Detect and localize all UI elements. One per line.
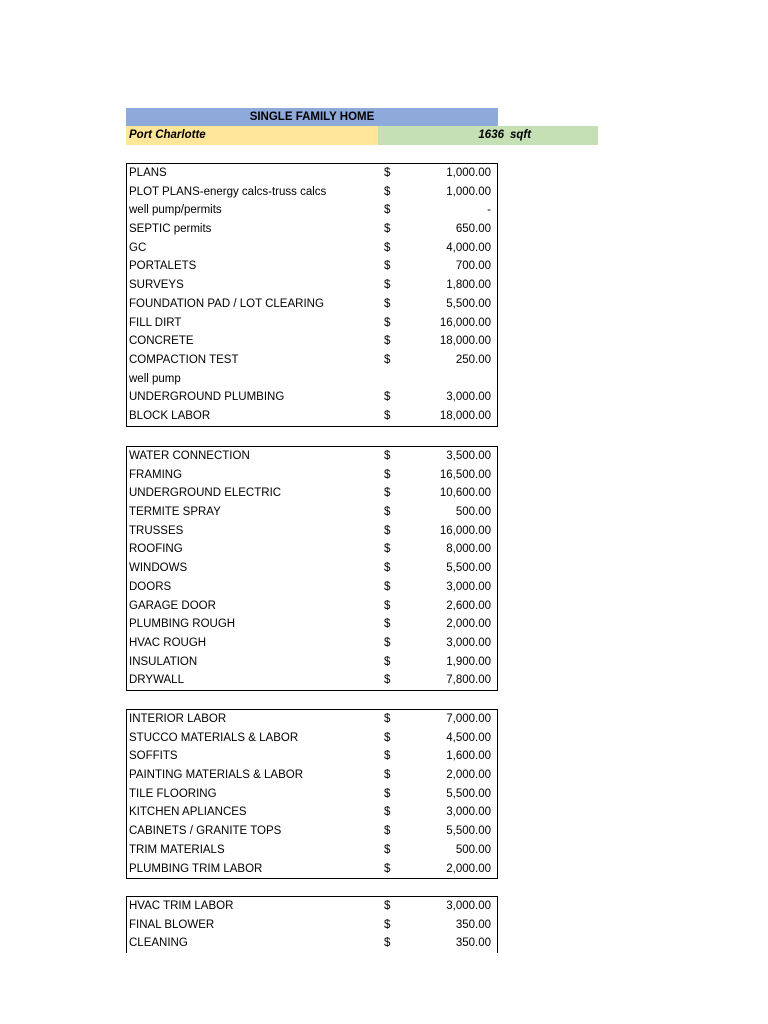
cost-item-label: TRIM MATERIALS xyxy=(129,843,225,856)
cost-item-label: CABINETS / GRANITE TOPS xyxy=(129,825,282,838)
cost-amount: 1,900.00 xyxy=(446,655,491,668)
cost-item-label: INSULATION xyxy=(129,655,198,668)
cost-group-final xyxy=(126,896,498,953)
cost-row xyxy=(127,841,497,860)
cost-row xyxy=(127,671,497,690)
currency-symbol: $ xyxy=(384,769,391,782)
cost-item-label: HVAC ROUGH xyxy=(129,636,207,649)
currency-symbol: $ xyxy=(384,900,391,912)
cost-amount: 4,500.00 xyxy=(446,731,491,744)
sheet-title: SINGLE FAMILY HOME xyxy=(126,108,498,126)
cost-item-label: CLEANING xyxy=(129,937,188,950)
cost-item-label: FOUNDATION PAD / LOT CLEARING xyxy=(129,297,324,310)
cost-amount: 3,000.00 xyxy=(446,806,491,819)
cost-item-label: GC xyxy=(129,241,147,254)
currency-symbol: $ xyxy=(384,636,391,649)
cost-item-label: FRAMING xyxy=(129,468,183,481)
cost-row xyxy=(127,295,497,314)
cost-item-label: WINDOWS xyxy=(129,562,188,575)
cost-row xyxy=(127,578,497,597)
cost-row xyxy=(127,332,497,351)
location-cell: Port Charlotte xyxy=(126,126,378,145)
cost-item-label: DRYWALL xyxy=(129,674,184,687)
currency-symbol: $ xyxy=(384,580,391,593)
currency-symbol: $ xyxy=(384,862,391,875)
cost-item-label: HVAC TRIM LABOR xyxy=(129,900,234,912)
cost-item-label: TRUSSES xyxy=(129,524,184,537)
cost-row xyxy=(127,916,497,935)
cost-row xyxy=(127,183,497,202)
currency-symbol: $ xyxy=(384,409,391,422)
cost-item-label: FINAL BLOWER xyxy=(129,918,215,931)
cost-row xyxy=(127,314,497,333)
cost-item-label: INTERIOR LABOR xyxy=(129,713,227,725)
cost-row xyxy=(127,860,497,879)
currency-symbol: $ xyxy=(384,843,391,856)
cost-row xyxy=(127,239,497,258)
cost-row xyxy=(127,484,497,503)
cost-amount: 7,800.00 xyxy=(446,674,491,687)
cost-amount: 1,800.00 xyxy=(446,279,491,292)
currency-symbol: $ xyxy=(384,655,391,668)
currency-symbol: $ xyxy=(384,391,391,404)
currency-symbol: $ xyxy=(384,787,391,800)
cost-item-label: TERMITE SPRAY xyxy=(129,506,221,519)
cost-amount: 10,600.00 xyxy=(439,487,491,500)
currency-symbol: $ xyxy=(384,487,391,500)
cost-row xyxy=(127,653,497,672)
currency-symbol: $ xyxy=(384,524,391,537)
cost-amount: 4,000.00 xyxy=(446,241,491,254)
cost-row xyxy=(127,897,497,916)
cost-amount: 3,000.00 xyxy=(446,391,491,404)
cost-row xyxy=(127,822,497,841)
cost-row xyxy=(127,803,497,822)
cost-row xyxy=(127,220,497,239)
cost-row xyxy=(127,634,497,653)
cost-item-label: PLUMBING ROUGH xyxy=(129,618,236,631)
cost-amount: 250.00 xyxy=(455,353,491,366)
cost-amount: 16,000.00 xyxy=(439,316,491,329)
cost-item-label: DOORS xyxy=(129,580,172,593)
cost-item-label: UNDERGROUND ELECTRIC xyxy=(129,487,282,500)
cost-amount: 1,600.00 xyxy=(446,750,491,763)
cost-row xyxy=(127,447,497,466)
cost-amount: 5,500.00 xyxy=(446,825,491,838)
cost-item-label: PLANS xyxy=(129,167,167,179)
cost-row xyxy=(127,766,497,785)
cost-amount: 3,500.00 xyxy=(446,450,491,462)
cost-amount: - xyxy=(487,204,491,217)
currency-symbol: $ xyxy=(384,825,391,838)
currency-symbol: $ xyxy=(384,713,391,725)
cost-amount: 5,500.00 xyxy=(446,562,491,575)
currency-symbol: $ xyxy=(384,918,391,931)
cost-item-label: FILL DIRT xyxy=(129,316,182,329)
cost-amount: 2,000.00 xyxy=(446,769,491,782)
cost-row xyxy=(127,164,497,183)
cost-row xyxy=(127,729,497,748)
cost-item-label: STUCCO MATERIALS & LABOR xyxy=(129,731,299,744)
cost-amount: 350.00 xyxy=(455,918,491,931)
cost-group-shell xyxy=(126,446,498,691)
cost-item-label: well pump/permits xyxy=(129,204,222,217)
area-cell xyxy=(378,126,598,145)
cost-group-finishes xyxy=(126,709,498,879)
cost-amount: 5,500.00 xyxy=(446,787,491,800)
area-value: 1636 xyxy=(478,129,504,141)
cost-item-label: PAINTING MATERIALS & LABOR xyxy=(129,769,304,782)
cost-amount: 16,000.00 xyxy=(439,524,491,537)
currency-symbol: $ xyxy=(384,731,391,744)
cost-row xyxy=(127,276,497,295)
cost-item-label: WATER CONNECTION xyxy=(129,450,250,462)
cost-amount: 1,000.00 xyxy=(446,167,491,179)
currency-symbol: $ xyxy=(384,806,391,819)
cost-item-label: CONCRETE xyxy=(129,335,194,348)
currency-symbol: $ xyxy=(384,750,391,763)
cost-item-label: COMPACTION TEST xyxy=(129,353,239,366)
currency-symbol: $ xyxy=(384,167,391,179)
cost-row xyxy=(127,615,497,634)
cost-amount: 3,000.00 xyxy=(446,636,491,649)
cost-item-label: BLOCK LABOR xyxy=(129,409,211,422)
cost-item-label: PLUMBING TRIM LABOR xyxy=(129,862,263,875)
currency-symbol: $ xyxy=(384,185,391,198)
cost-amount: 500.00 xyxy=(455,506,491,519)
cost-row xyxy=(127,785,497,804)
cost-amount: 500.00 xyxy=(455,843,491,856)
cost-amount: 350.00 xyxy=(455,937,491,950)
cost-row xyxy=(127,257,497,276)
cost-amount: 8,000.00 xyxy=(446,543,491,556)
cost-amount: 3,000.00 xyxy=(446,580,491,593)
cost-item-label: PLOT PLANS-energy calcs-truss calcs xyxy=(129,185,327,198)
area-unit: sqft xyxy=(510,129,532,141)
cost-row xyxy=(127,597,497,616)
cost-item-label: PORTALETS xyxy=(129,260,197,273)
cost-row xyxy=(127,522,497,541)
currency-symbol: $ xyxy=(384,223,391,236)
cost-row xyxy=(127,540,497,559)
cost-item-label: SOFFITS xyxy=(129,750,178,763)
cost-amount: 1,000.00 xyxy=(446,185,491,198)
cost-amount: 2,600.00 xyxy=(446,599,491,612)
cost-row xyxy=(127,370,497,389)
cost-amount: 2,000.00 xyxy=(446,618,491,631)
cost-item-label: well pump xyxy=(129,372,181,385)
cost-amount: 3,000.00 xyxy=(446,900,491,912)
currency-symbol: $ xyxy=(384,316,391,329)
cost-row xyxy=(127,503,497,522)
location-row xyxy=(126,126,598,145)
currency-symbol: $ xyxy=(384,543,391,556)
cost-amount: 18,000.00 xyxy=(439,335,491,348)
cost-item-label: GARAGE DOOR xyxy=(129,599,216,612)
cost-row xyxy=(127,934,497,953)
currency-symbol: $ xyxy=(384,297,391,310)
currency-symbol: $ xyxy=(384,260,391,273)
cost-item-label: SURVEYS xyxy=(129,279,184,292)
currency-symbol: $ xyxy=(384,937,391,950)
cost-amount: 18,000.00 xyxy=(439,409,491,422)
currency-symbol: $ xyxy=(384,618,391,631)
cost-item-label: SEPTIC permits xyxy=(129,223,212,236)
currency-symbol: $ xyxy=(384,204,391,217)
currency-symbol: $ xyxy=(384,353,391,366)
cost-group-site-work xyxy=(126,163,498,427)
cost-row xyxy=(127,747,497,766)
currency-symbol: $ xyxy=(384,279,391,292)
cost-row xyxy=(127,201,497,220)
currency-symbol: $ xyxy=(384,241,391,254)
cost-amount: 5,500.00 xyxy=(446,297,491,310)
cost-item-label: TILE FLOORING xyxy=(129,787,217,800)
cost-row xyxy=(127,351,497,370)
currency-symbol: $ xyxy=(384,506,391,519)
cost-amount: 650.00 xyxy=(455,223,491,236)
cost-row xyxy=(127,710,497,729)
cost-item-label: UNDERGROUND PLUMBING xyxy=(129,391,285,404)
cost-item-label: ROOFING xyxy=(129,543,183,556)
cost-item-label: KITCHEN APLIANCES xyxy=(129,806,247,819)
cost-row xyxy=(127,388,497,407)
currency-symbol: $ xyxy=(384,335,391,348)
cost-amount: 2,000.00 xyxy=(446,862,491,875)
currency-symbol: $ xyxy=(384,468,391,481)
cost-row xyxy=(127,466,497,485)
currency-symbol: $ xyxy=(384,562,391,575)
currency-symbol: $ xyxy=(384,450,391,462)
cost-row xyxy=(127,559,497,578)
cost-amount: 16,500.00 xyxy=(439,468,491,481)
currency-symbol: $ xyxy=(384,674,391,687)
currency-symbol: $ xyxy=(384,599,391,612)
cost-amount: 7,000.00 xyxy=(446,713,491,725)
cost-row xyxy=(127,407,497,426)
cost-amount: 700.00 xyxy=(455,260,491,273)
